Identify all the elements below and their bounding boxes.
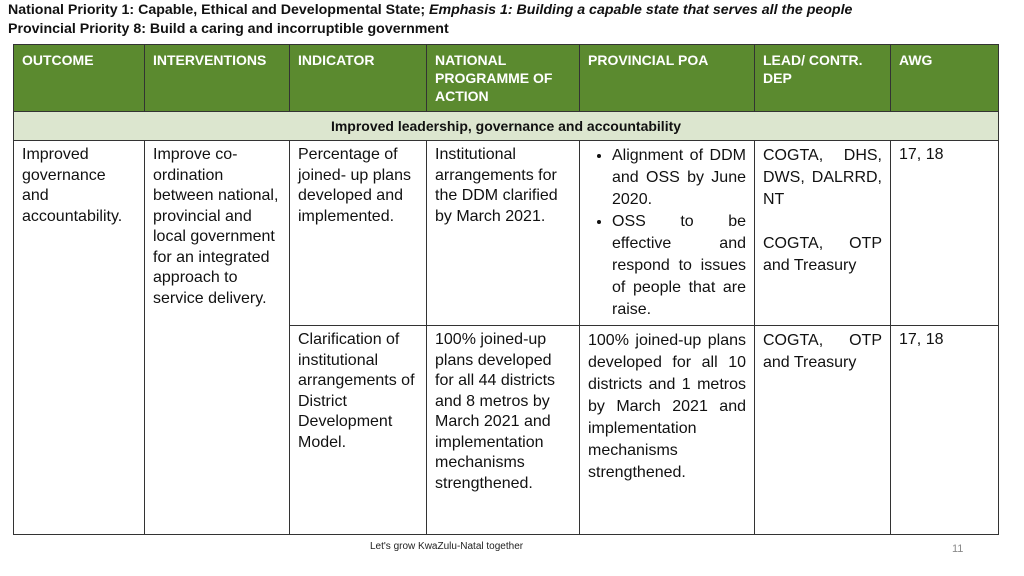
national-priority-line — [8, 1, 1013, 20]
emphasis-text: Emphasis 1: Building a capable state that serves all the people — [429, 2, 853, 18]
spacer — [763, 211, 882, 233]
provincial-poa-list — [588, 145, 746, 321]
provincial-priority-line: Provincial Priority 8: Build a caring and incorruptible government — [8, 21, 449, 37]
national-priority-text: National Priority 1: Capable, Ethical and Developmental State; — [8, 2, 426, 18]
list-item: • OSS to be effective and respond to issues of people that are raise. — [612, 211, 746, 321]
provincial-poa-cell — [580, 141, 755, 326]
col-header-provincial-poa: PROVINCIAL POA — [580, 45, 755, 112]
col-header-lead-dep: LEAD/ CONTR. DEP — [755, 45, 891, 112]
list-item: • Alignment of DDM and OSS by June 2020. — [612, 145, 746, 211]
lead-dep-group-2: COGTA, OTP and Treasury — [763, 235, 882, 274]
provincial-poa-cell: 100% joined-up plans developed for all 10 districts and 1 metros by March 2021 and implementation mechanisms strengthened. — [580, 326, 755, 535]
lead-dep-cell — [755, 141, 891, 326]
col-header-outcome: OUTCOME — [14, 45, 145, 112]
section-row — [14, 112, 999, 141]
national-poa-cell: 100% joined-up plans developed for all 44 districts and 8 metros by March 2021 and implementation mechanisms strengthened. — [427, 326, 580, 535]
footer-tagline: Let's grow KwaZulu-Natal together — [370, 541, 524, 552]
lead-dep-cell: COGTA, OTP and Treasury — [755, 326, 891, 535]
table-header-row — [14, 45, 999, 112]
col-header-interventions: INTERVENTIONS — [145, 45, 290, 112]
awg-cell: 17, 18 — [891, 326, 999, 535]
intervention-cell: Improve co-ordination between national, provincial and local government for an integrated approach to service delivery. — [145, 141, 290, 535]
outcome-cell: Improved governance and accountability. — [14, 141, 145, 535]
national-poa-cell: Institutional arrangements for the DDM clarified by March 2021. — [427, 141, 580, 326]
slide-header — [8, 1, 1013, 39]
awg-cell: 17, 18 — [891, 141, 999, 326]
priority-table — [13, 44, 999, 535]
section-title: Improved leadership, governance and accountability — [14, 112, 999, 141]
lead-dep-group-1: COGTA, DHS, DWS, DALRRD, NT — [763, 147, 882, 208]
indicator-cell: Percentage of joined- up plans developed and implemented. — [290, 141, 427, 326]
col-header-awg: AWG — [891, 45, 999, 112]
col-header-national-poa: NATIONAL PROGRAMME OF ACTION — [427, 45, 580, 112]
indicator-cell: Clarification of institutional arrangements of District Development Model. — [290, 326, 427, 535]
page-number: 11 — [952, 543, 964, 555]
table-row — [14, 141, 999, 326]
col-header-indicator: INDICATOR — [290, 45, 427, 112]
